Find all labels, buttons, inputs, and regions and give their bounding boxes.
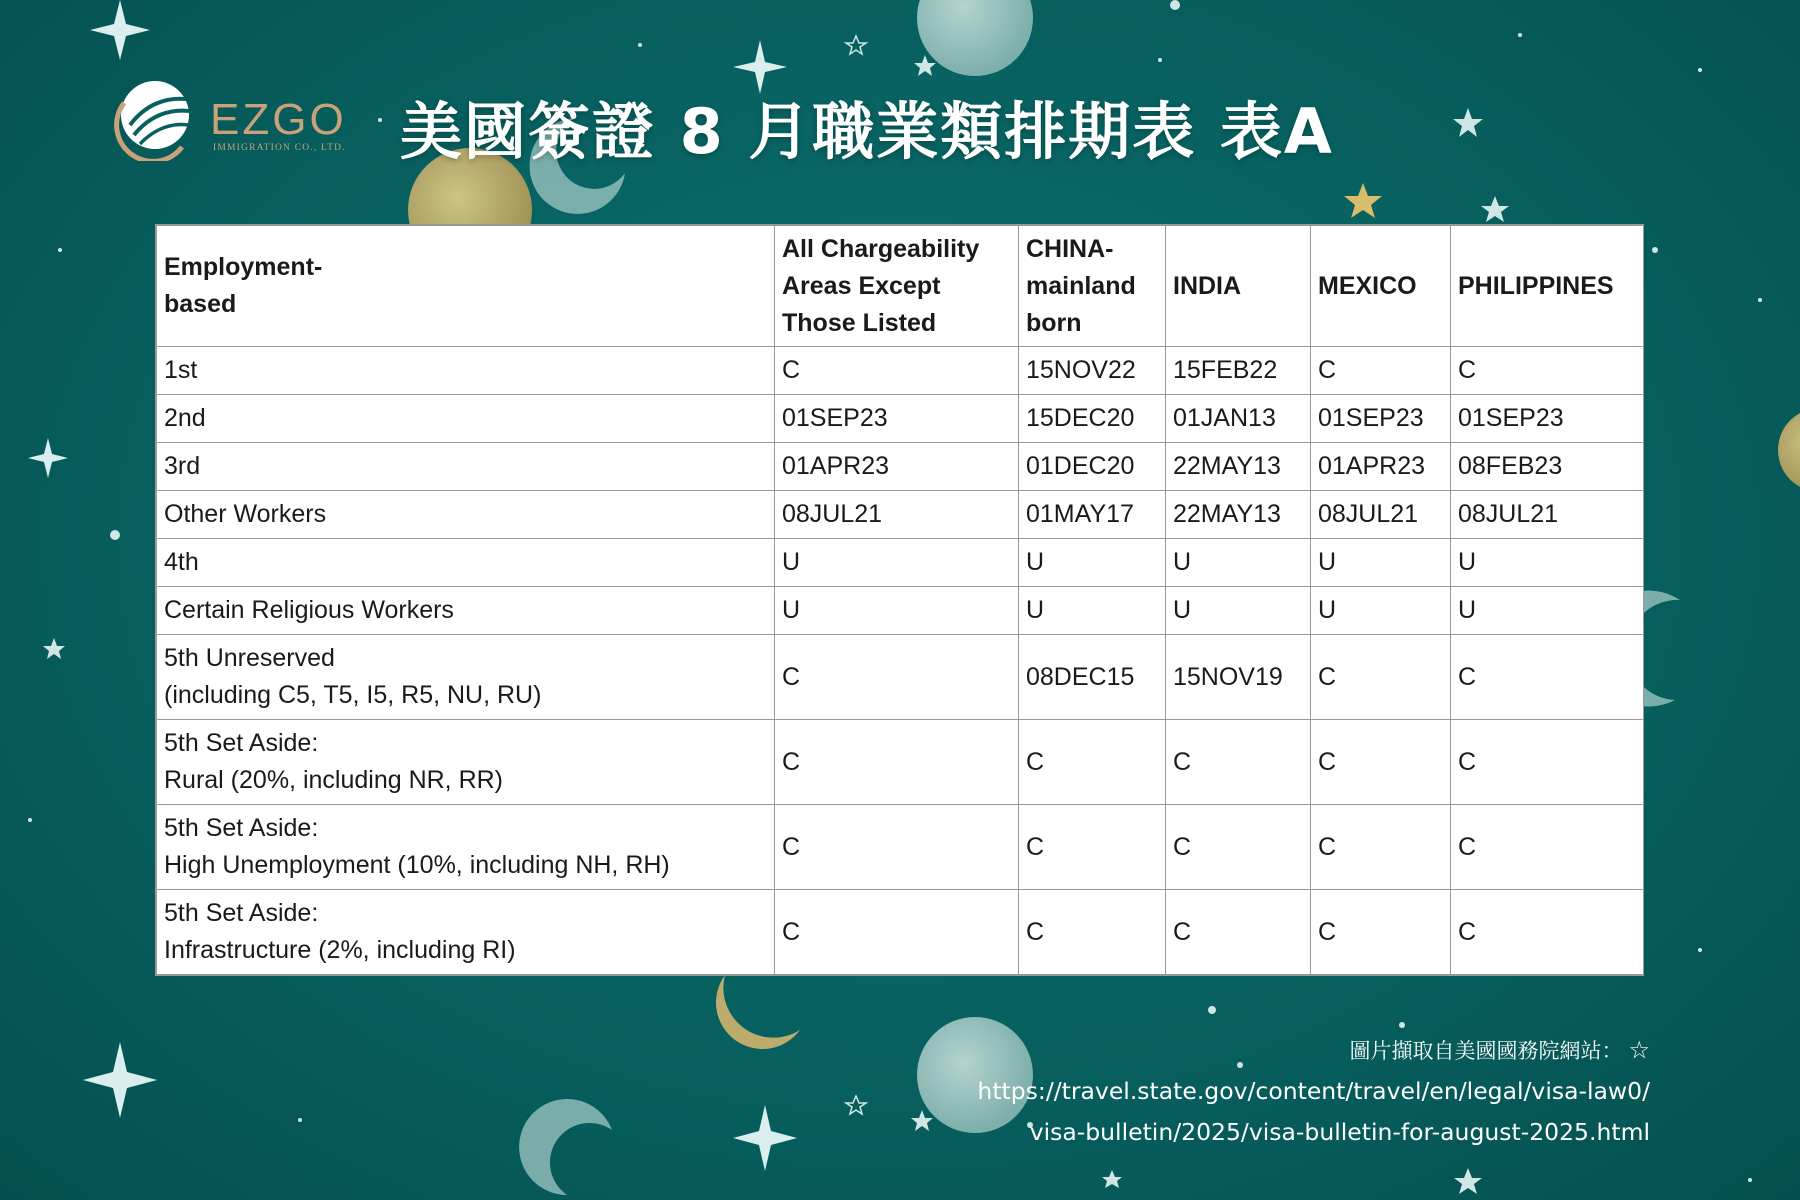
table-row [157, 890, 1644, 975]
table-cell: U [1019, 539, 1166, 587]
table-cell: 08JUL21 [775, 491, 1019, 539]
table-cell: C [1451, 720, 1644, 805]
table-cell: U [1019, 587, 1166, 635]
logo-subtitle: IMMIGRATION CO., LTD. [213, 143, 346, 153]
gold-star [1344, 183, 1382, 218]
table-row [157, 443, 1644, 491]
row-category: 5th Set Aside: Rural (20%, including NR, RR) [157, 720, 775, 805]
row-category: 5th Set Aside: High Unemployment (10%, including NH, RH) [157, 805, 775, 890]
star [43, 638, 65, 659]
table-cell: C [1019, 805, 1166, 890]
star [1481, 196, 1509, 222]
moon-crescent-gold [716, 975, 800, 1049]
column-header: Employment- based [157, 226, 775, 347]
row-category: 5th Unreserved (including C5, T5, I5, R5, NU, RU) [157, 635, 775, 720]
table-cell: C [1451, 890, 1644, 975]
row-category: 2nd [157, 395, 775, 443]
star [1454, 1168, 1482, 1194]
outline-star [846, 36, 866, 54]
star [1453, 108, 1483, 137]
table-cell: 01SEP23 [1311, 395, 1451, 443]
logo-wordmark: EZGO [210, 95, 347, 144]
table-cell: C [775, 890, 1019, 975]
column-header: CHINA- mainland born [1019, 226, 1166, 347]
table-cell: C [1451, 805, 1644, 890]
table-cell: U [1166, 539, 1311, 587]
table-row [157, 491, 1644, 539]
sparkle-star [28, 438, 68, 478]
outline-star [846, 1096, 866, 1114]
table-cell: 15DEC20 [1019, 395, 1166, 443]
row-category: 3rd [157, 443, 775, 491]
sparkle-star [733, 1105, 797, 1171]
star [914, 55, 936, 76]
row-category: Other Workers [157, 491, 775, 539]
table-cell: C [1311, 720, 1451, 805]
star-outline-icon: ☆ [1628, 1036, 1650, 1064]
table-cell: C [1166, 805, 1311, 890]
table-cell: U [775, 587, 1019, 635]
table-cell: 01APR23 [775, 443, 1019, 491]
star [911, 1110, 933, 1131]
table-cell: C [1451, 347, 1644, 395]
source-label [977, 1030, 1650, 1071]
table-cell: C [1166, 890, 1311, 975]
row-category: 1st [157, 347, 775, 395]
table-cell: C [1311, 805, 1451, 890]
visa-bulletin-table [155, 224, 1644, 976]
table-cell: 15NOV19 [1166, 635, 1311, 720]
column-header: All Chargeability Areas Except Those Listed [775, 226, 1019, 347]
table-cell: 01JAN13 [1166, 395, 1311, 443]
table-cell: U [1311, 539, 1451, 587]
table-cell: 08JUL21 [1311, 491, 1451, 539]
table-header [157, 226, 1644, 347]
planet-gold-right [1778, 408, 1800, 492]
moon-crescent-bottom [519, 1099, 612, 1195]
table-cell: 22MAY13 [1166, 443, 1311, 491]
table-cell: C [1019, 890, 1166, 975]
dates-table [156, 225, 1644, 975]
table-cell: C [1019, 720, 1166, 805]
table-cell: C [775, 720, 1019, 805]
source-label-text: 圖片擷取自美國國務院網站： [1349, 1039, 1623, 1063]
header-row [157, 226, 1644, 347]
column-header: MEXICO [1311, 226, 1451, 347]
sparkle-star [90, 0, 150, 60]
row-category: 4th [157, 539, 775, 587]
table-cell: U [1311, 587, 1451, 635]
table-body [157, 347, 1644, 975]
source-url-line-2[interactable]: visa-bulletin/2025/visa-bulletin-for-august-2025.html [1029, 1118, 1650, 1146]
column-header: INDIA [1166, 226, 1311, 347]
table-cell: C [775, 805, 1019, 890]
table-cell: 08FEB23 [1451, 443, 1644, 491]
table-cell: 15NOV22 [1019, 347, 1166, 395]
column-header: PHILIPPINES [1451, 226, 1644, 347]
table-cell: 08JUL21 [1451, 491, 1644, 539]
table-cell: 01DEC20 [1019, 443, 1166, 491]
star [1102, 1170, 1122, 1188]
table-cell: 01APR23 [1311, 443, 1451, 491]
table-row [157, 635, 1644, 720]
table-cell: 15FEB22 [1166, 347, 1311, 395]
table-cell: 08DEC15 [1019, 635, 1166, 720]
table-row [157, 720, 1644, 805]
table-row [157, 347, 1644, 395]
table-cell: 22MAY13 [1166, 491, 1311, 539]
sparkle-star [83, 1042, 157, 1118]
table-row [157, 805, 1644, 890]
table-row [157, 395, 1644, 443]
source-url-line-1[interactable]: https://travel.state.gov/content/travel/en/legal/visa-law0/ [977, 1077, 1650, 1105]
table-cell: C [1451, 635, 1644, 720]
table-cell: U [1451, 587, 1644, 635]
table-cell: C [1311, 635, 1451, 720]
table-cell: 01SEP23 [1451, 395, 1644, 443]
table-cell: C [1311, 347, 1451, 395]
table-cell: C [775, 347, 1019, 395]
row-category: Certain Religious Workers [157, 587, 775, 635]
table-cell: U [1166, 587, 1311, 635]
row-category: 5th Set Aside: Infrastructure (2%, including RI) [157, 890, 775, 975]
table-row [157, 587, 1644, 635]
table-cell: 01MAY17 [1019, 491, 1166, 539]
source-note [977, 1030, 1650, 1153]
table-cell: C [1311, 890, 1451, 975]
table-cell: C [775, 635, 1019, 720]
table-cell: 01SEP23 [775, 395, 1019, 443]
planet-blue-top [917, 0, 1033, 76]
ezgo-globe-icon [110, 75, 196, 161]
table-cell: U [775, 539, 1019, 587]
table-cell: C [1166, 720, 1311, 805]
page-title: 美國簽證 8 月職業類排期表 表A [400, 95, 1334, 168]
ezgo-logo [110, 75, 370, 165]
table-cell: U [1451, 539, 1644, 587]
table-row [157, 539, 1644, 587]
